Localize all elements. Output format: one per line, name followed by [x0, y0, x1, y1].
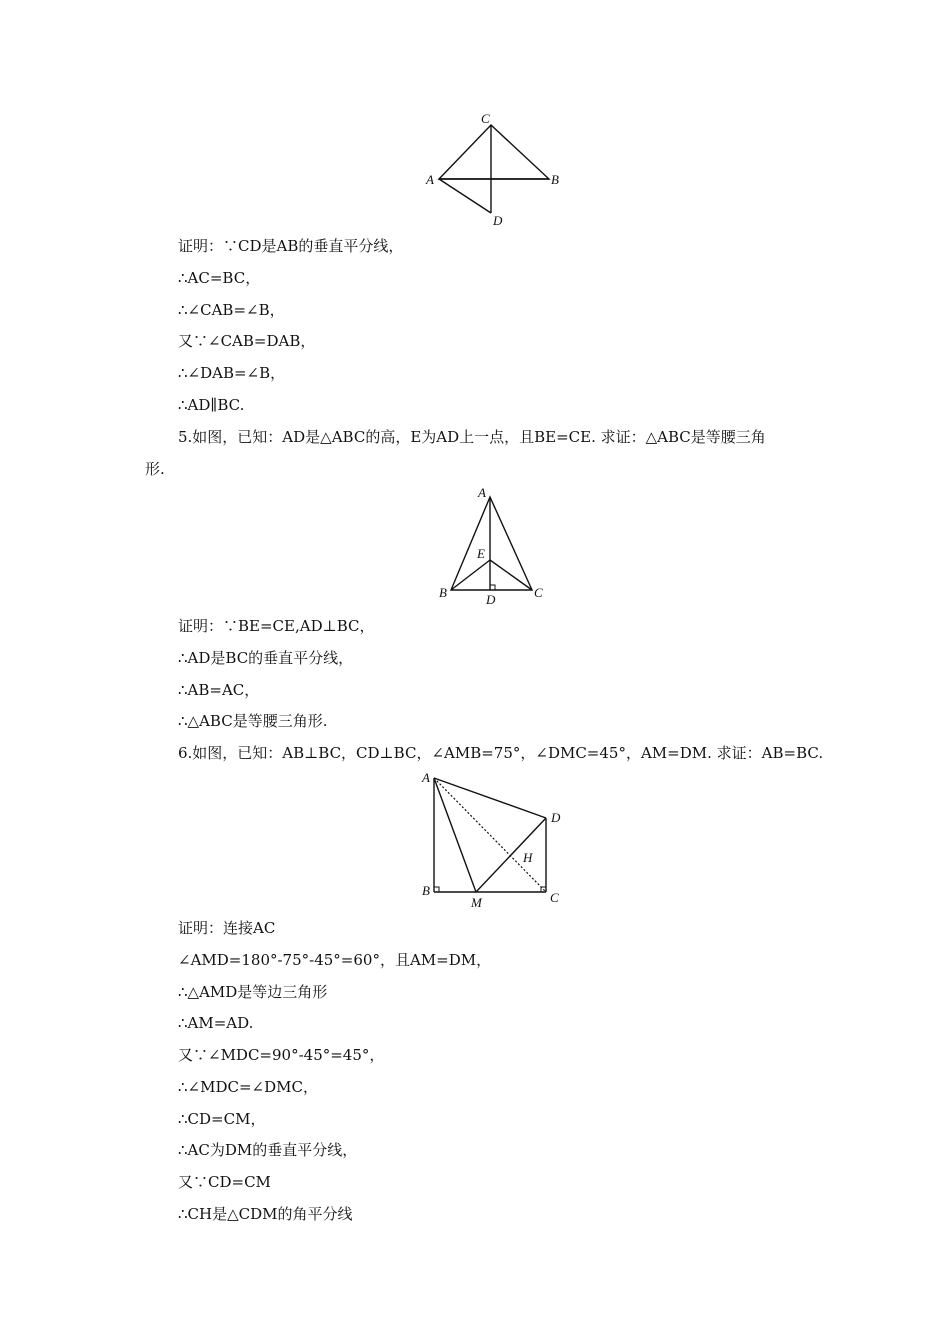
- label-e: E: [477, 546, 485, 561]
- figure-isosceles: [438, 486, 546, 604]
- proof4-line-3: ∴∠CAB=∠B，: [178, 301, 285, 319]
- segment-am: [434, 778, 476, 892]
- right-angle-mark-b: [434, 887, 439, 892]
- proof5-line-1: 证明：∵BE=CE,AD⊥BC，: [178, 617, 375, 635]
- proof4-line-1: 证明：∵CD是AB的垂直平分线，: [178, 237, 404, 255]
- problem6-statement: 6.如图，已知：AB⊥BC，CD⊥BC，∠AMB=75°，∠DMC=45°，AM=DM. 求证：AB=BC.: [178, 744, 824, 762]
- triangle-abc: [439, 125, 549, 179]
- label-b: B: [422, 883, 430, 898]
- label-d: D: [551, 810, 561, 825]
- proof4-line-5: ∴∠DAB=∠B，: [178, 364, 286, 382]
- segment-ad: [434, 778, 546, 818]
- label-d: D: [486, 592, 496, 604]
- label-c: C: [550, 890, 559, 905]
- label-b: B: [439, 585, 447, 600]
- figure-kite: [420, 108, 570, 230]
- proof6-line-9: 又∵CD=CM: [178, 1173, 271, 1191]
- label-c: C: [534, 585, 543, 600]
- proof5-line-3: ∴AB=AC，: [178, 681, 260, 699]
- proof6-line-2: ∠AMD=180°-75°-45°=60°，且AM=DM，: [178, 951, 492, 969]
- label-h: H: [523, 850, 533, 865]
- proof6-line-4: ∴AM=AD.: [178, 1014, 254, 1032]
- proof6-line-7: ∴CD=CM，: [178, 1110, 266, 1128]
- label-a: A: [426, 172, 434, 187]
- proof4-line-6: ∴AD∥BC.: [178, 396, 245, 414]
- proof6-line-6: ∴∠MDC=∠DMC，: [178, 1078, 318, 1096]
- label-a: A: [478, 486, 486, 500]
- label-a: A: [422, 770, 430, 785]
- proof5-line-4: ∴△ABC是等腰三角形.: [178, 712, 328, 730]
- proof6-line-8: ∴AC为DM的垂直平分线，: [178, 1141, 358, 1159]
- label-m: M: [471, 895, 482, 910]
- problem5-statement: 5.如图，已知：AD是△ABC的高，E为AD上一点，且BE=CE. 求证：△ABC是等腰三角: [178, 428, 766, 446]
- figure-quadrilateral: [418, 768, 568, 912]
- proof6-line-10: ∴CH是△CDM的角平分线: [178, 1205, 353, 1223]
- segment-ad: [439, 179, 491, 213]
- triangle-abc: [451, 497, 532, 590]
- proof6-line-5: 又∵∠MDC=90°-45°=45°，: [178, 1046, 385, 1064]
- proof6-line-3: ∴△AMD是等边三角形: [178, 983, 328, 1001]
- label-d: D: [493, 213, 503, 228]
- proof4-line-4: 又∵∠CAB=DAB，: [178, 332, 316, 350]
- proof5-line-2: ∴AD是BC的垂直平分线，: [178, 649, 354, 667]
- proof6-line-1: 证明：连接AC: [178, 919, 276, 937]
- label-c: C: [481, 111, 490, 126]
- problem5-statement-cont: 形.: [145, 460, 165, 478]
- right-angle-mark: [490, 585, 495, 590]
- label-b: B: [551, 172, 559, 187]
- proof4-line-2: ∴AC=BC，: [178, 269, 261, 287]
